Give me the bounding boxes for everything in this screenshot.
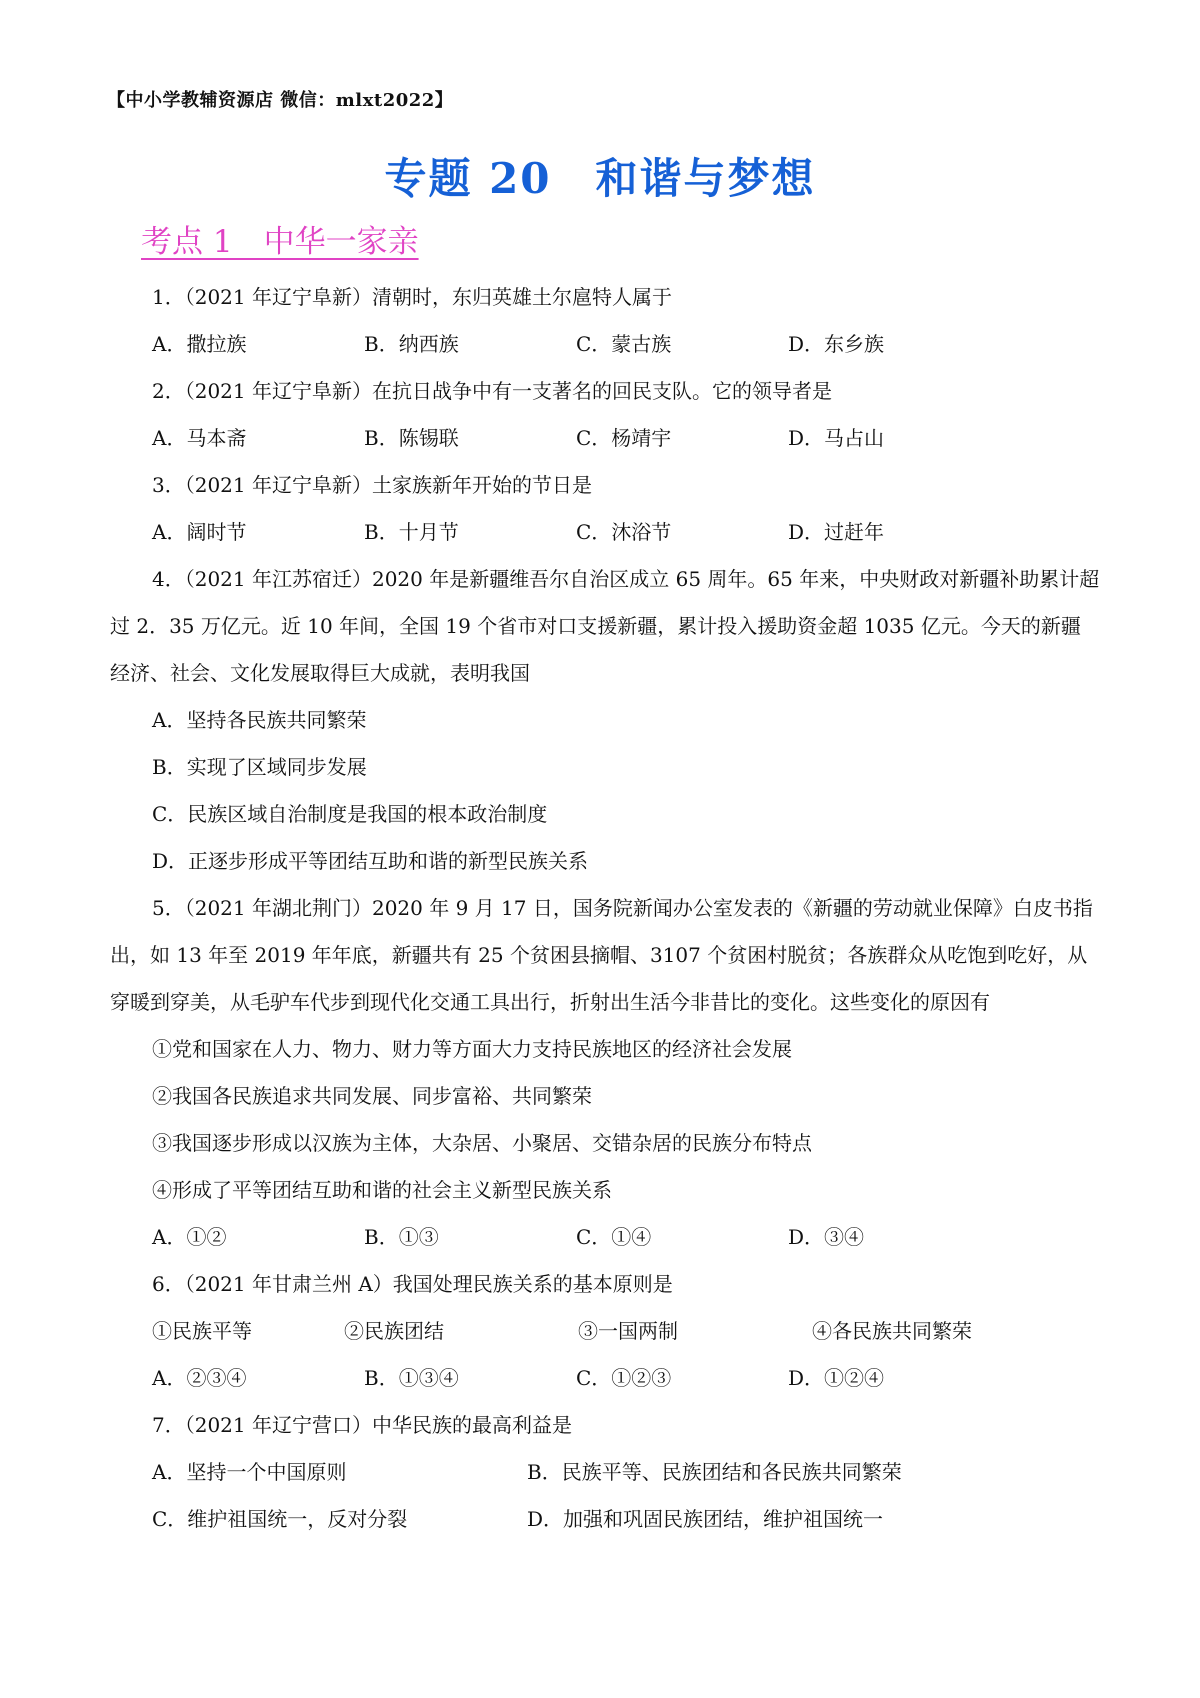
option-b: B．陈锡联 — [364, 426, 459, 450]
question-4-stem: 4．（2021 年江苏宿迁）2020 年是新疆维吾尔自治区成立 65 周年。65 年来，中央财政对新疆补助累计超过 2．35 万亿元。近 10 年间，全国 19 个省市对口支援新疆，累计投入援助资金超 1035 亿元。今天的新疆经济、社会、文化发展取得巨大成就，表明我国 — [110, 567, 1100, 685]
option-a: A．坚持各民族共同繁荣 — [152, 708, 367, 732]
question-6-statements — [110, 1308, 1100, 1355]
option-a: A．马本斋 — [152, 426, 247, 450]
question-7-options-row-2 — [110, 1496, 1100, 1543]
option-c: C．沐浴节 — [576, 520, 672, 544]
statement-4: ④形成了平等团结互助和谐的社会主义新型民族关系 — [152, 1178, 612, 1202]
option-b: B．①③ — [364, 1225, 439, 1249]
statement-1: ①党和国家在人力、物力、财力等方面大力支持民族地区的经济社会发展 — [152, 1037, 792, 1061]
question-7-options-row-1 — [110, 1449, 1100, 1496]
question-5-stem: 5．（2021 年湖北荆门）2020 年 9 月 17 日，国务院新闻办公室发表的《新疆的劳动就业保障》白皮书指出，如 13 年至 2019 年年底，新疆共有 25 个贫困县摘帽、3107 个贫困村脱贫；各族群众从吃饱到吃好，从穿暖到穿美，从毛驴车代步到现代化交通工具出行，折射出生活今非昔比的变化。这些变化的原因有 — [110, 896, 1093, 1014]
statement-4: ④各民族共同繁荣 — [812, 1319, 972, 1343]
option-a: A．①② — [152, 1225, 227, 1249]
option-c: C．维护祖国统一，反对分裂 — [152, 1507, 408, 1531]
question-2-stem: 2．（2021 年辽宁阜新）在抗日战争中有一支著名的回民支队。它的领导者是 — [152, 379, 832, 403]
question-6-options — [110, 1355, 1100, 1402]
question-2-options — [110, 415, 1100, 462]
option-a: A．②③④ — [152, 1366, 247, 1390]
question-7-stem: 7．（2021 年辽宁营口）中华民族的最高利益是 — [152, 1413, 572, 1437]
statement-2: ②我国各民族追求共同发展、同步富裕、共同繁荣 — [152, 1084, 592, 1108]
option-b: B．十月节 — [364, 520, 459, 544]
option-b: B．实现了区域同步发展 — [152, 755, 367, 779]
statement-2: ②民族团结 — [344, 1319, 444, 1343]
statement-1: ①民族平等 — [152, 1319, 252, 1343]
question-5-options — [110, 1214, 1100, 1261]
option-b: B．民族平等、民族团结和各民族共同繁荣 — [527, 1460, 902, 1484]
question-1-options — [110, 321, 1100, 368]
option-c: C．杨靖宇 — [576, 426, 672, 450]
option-c: C．①④ — [576, 1225, 652, 1249]
statement-3: ③一国两制 — [578, 1319, 678, 1343]
option-a: A．坚持一个中国原则 — [152, 1460, 347, 1484]
option-a: A．阔时节 — [152, 520, 247, 544]
question-3-options — [110, 509, 1100, 556]
option-b: B．纳西族 — [364, 332, 459, 356]
statement-3: ③我国逐步形成以汉族为主体，大杂居、小聚居、交错杂居的民族分布特点 — [152, 1131, 812, 1155]
question-6-stem: 6．（2021 年甘肃兰州 A）我国处理民族关系的基本原则是 — [152, 1272, 673, 1296]
section-heading: 考点 1 中华一家亲 — [141, 224, 419, 260]
page-title: 专题 20 和谐与梦想 — [384, 154, 816, 203]
question-3-stem: 3．（2021 年辽宁阜新）土家族新年开始的节日是 — [152, 473, 592, 497]
option-d: D．马占山 — [788, 426, 885, 450]
option-d: D．正逐步形成平等团结互助和谐的新型民族关系 — [152, 849, 589, 873]
option-c: C．民族区域自治制度是我国的根本政治制度 — [152, 802, 548, 826]
option-c: C．①②③ — [576, 1366, 672, 1390]
option-d: D．加强和巩固民族团结，维护祖国统一 — [527, 1507, 884, 1531]
option-d: D．③④ — [788, 1225, 865, 1249]
option-b: B．①③④ — [364, 1366, 459, 1390]
question-list — [110, 274, 1100, 1543]
option-d: D．①②④ — [788, 1366, 885, 1390]
option-d: D．过赶年 — [788, 520, 885, 544]
option-d: D．东乡族 — [788, 332, 885, 356]
option-a: A．撒拉族 — [152, 332, 247, 356]
option-c: C．蒙古族 — [576, 332, 672, 356]
question-1-stem: 1．（2021 年辽宁阜新）清朝时，东归英雄土尔扈特人属于 — [152, 285, 672, 309]
watermark-text: 【中小学教辅资源店 微信：mlxt2022】 — [107, 90, 454, 111]
